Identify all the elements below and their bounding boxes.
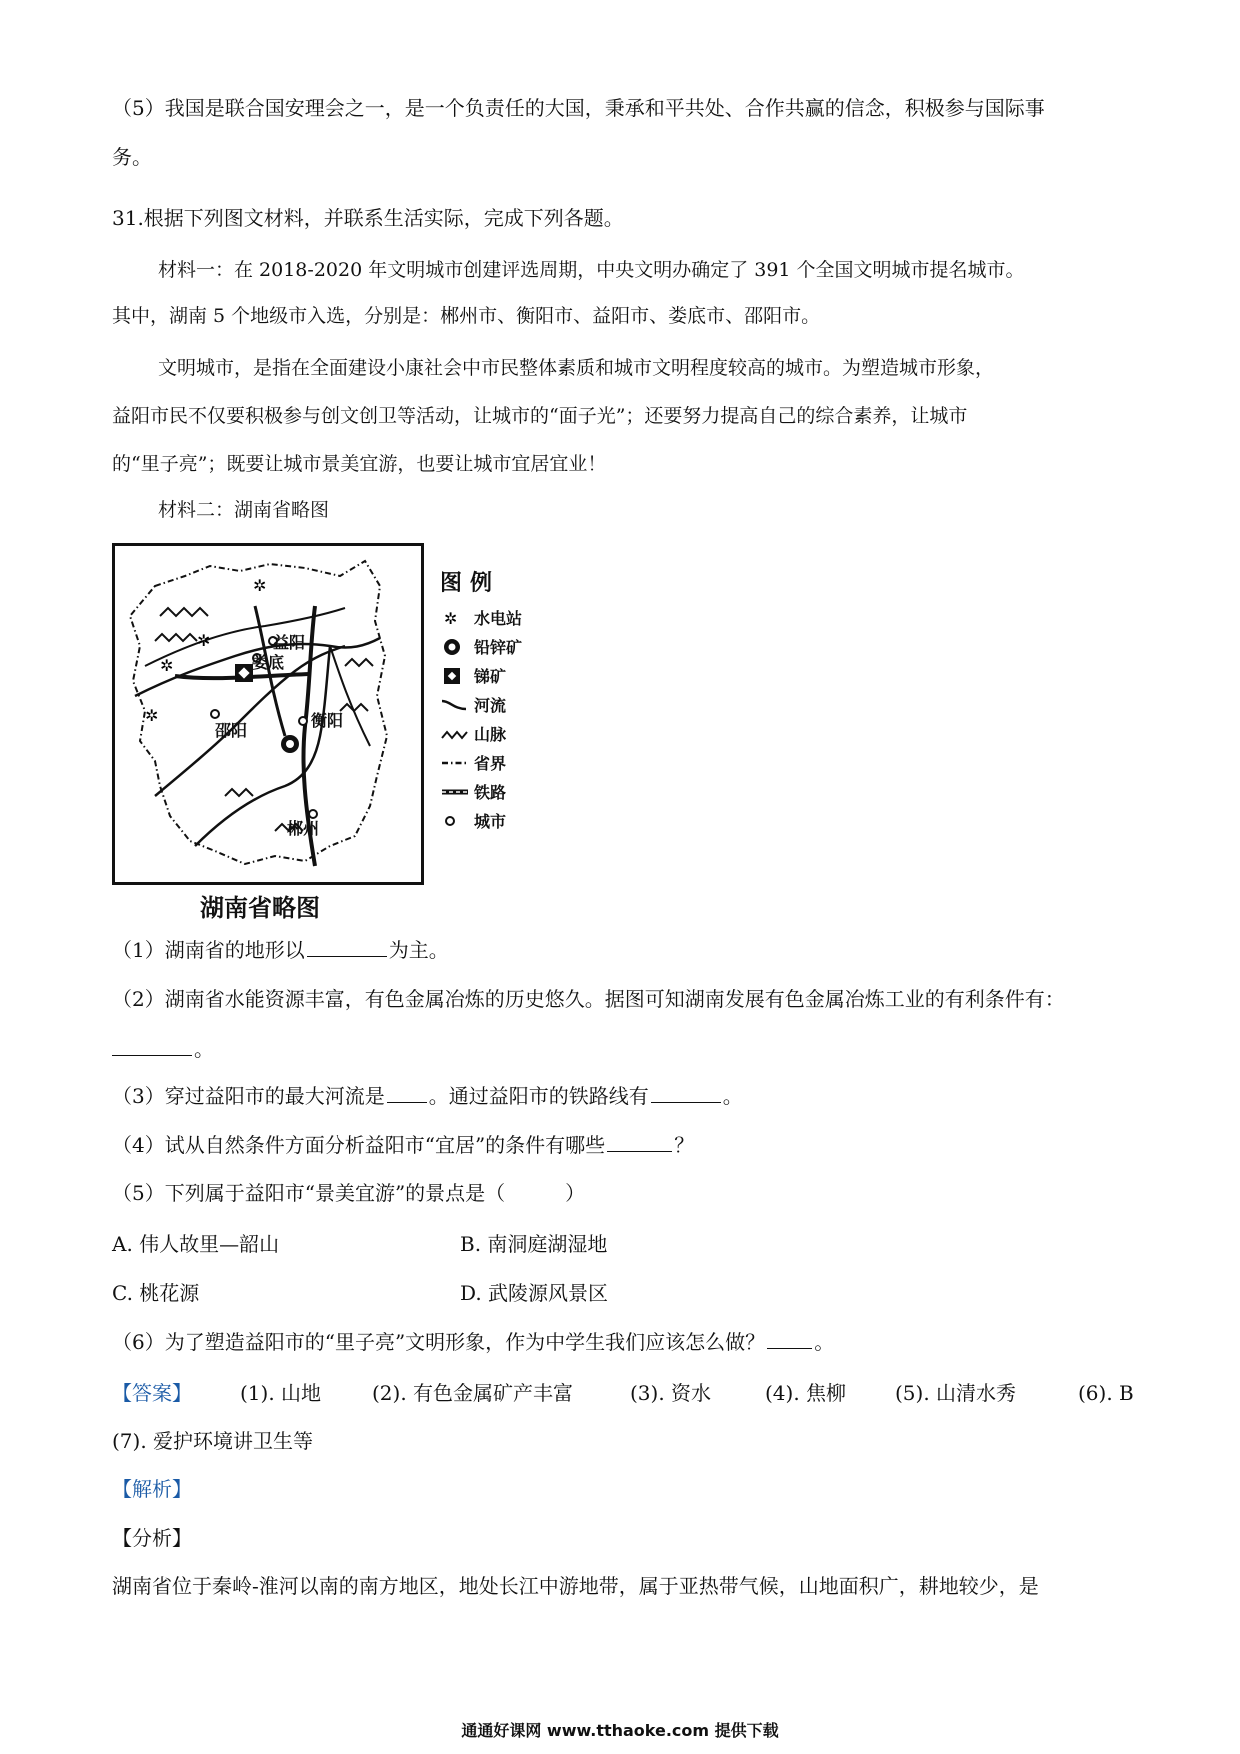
answer-tag: 【答案】 xyxy=(112,1381,192,1405)
text-line: （5）我国是联合国安理会之一，是一个负责任的大国，秉承和平共处、合作共赢的信念，积极参与国际事 xyxy=(112,96,1045,120)
analysis-subtag: 【分析】 xyxy=(112,1526,192,1550)
question-text: 。 xyxy=(194,1037,214,1061)
mountain xyxy=(160,608,208,616)
legend-item xyxy=(440,806,540,835)
hydro-station-icon: ✲ xyxy=(253,576,267,595)
analysis-tag: 【解析】 xyxy=(112,1477,192,1501)
hydro-station-icon: ✲ xyxy=(197,631,211,650)
question-text: （6）为了塑造益阳市的“里子亮”文明形象，作为中学生我们应该怎么做？ xyxy=(112,1330,766,1354)
city-label-yiyang: 益阳 xyxy=(273,633,306,652)
question-5: （5）下列属于益阳市“景美宜游”的景点是（ ） xyxy=(112,1181,586,1205)
option-c: C. 桃花源 xyxy=(112,1281,200,1305)
mountain xyxy=(340,704,368,711)
mountain-icon xyxy=(440,724,470,744)
analysis-text: 湖南省位于秦岭-淮河以南的南方地区，地处长江中游地带，属于亚热带气候，山地面积广，耕地较少，是 xyxy=(112,1574,1039,1598)
answer-2: (2). 有色金属矿产丰富 xyxy=(372,1381,574,1405)
legend-label: 水电站 xyxy=(474,609,523,628)
answer-3: (3). 资水 xyxy=(630,1381,712,1405)
legend-item xyxy=(440,632,540,661)
text-line: 务。 xyxy=(112,145,152,169)
answer-5: (5). 山清水秀 xyxy=(895,1381,1017,1405)
legend-label: 锑矿 xyxy=(474,667,507,686)
city-dot-shaoyang xyxy=(211,710,219,718)
mountain xyxy=(155,634,197,641)
province-border xyxy=(130,561,387,864)
paragraph-line: 益阳市民不仅要积极参与创文创卫等活动，让城市的“面子光”；还要努力提高自己的综合素养，让城市 xyxy=(112,405,968,427)
railway-icon xyxy=(440,782,470,802)
question-2-blank-line xyxy=(112,1035,214,1063)
material-1-line: 材料一：在 2018-2020 年文明城市创建评选周期，中央文明办确定了 391 个全国文明城市提名城市。 xyxy=(158,259,1025,281)
page-footer: 通通好课网 www.tthaoke.com 提供下载 xyxy=(461,1721,779,1740)
legend-title: 图例 xyxy=(440,571,501,596)
river-icon xyxy=(440,695,470,715)
city-label-chenzhou: 郴州 xyxy=(287,819,320,838)
city-label-hengyang: 衡阳 xyxy=(311,711,344,730)
answer-blank xyxy=(307,936,387,957)
question-2: （2）湖南省水能资源丰富，有色金属冶炼的历史悠久。据图可知湖南发展有色金属冶炼工业的有利条件有： xyxy=(112,987,1065,1011)
lead-zinc-mine-icon xyxy=(440,637,470,657)
answer-blank xyxy=(607,1131,672,1152)
question-text: （1）湖南省的地形以 xyxy=(112,938,305,962)
question-text: 。 xyxy=(722,1084,743,1108)
legend-item xyxy=(440,603,540,632)
question-6 xyxy=(112,1328,834,1356)
map-drawing xyxy=(115,546,421,882)
paragraph-line: 的“里子亮”；既要让城市景美宜游，也要让城市宜居宜业！ xyxy=(112,453,607,475)
question-1 xyxy=(112,936,449,964)
province-border-icon xyxy=(440,753,470,773)
question-text: （3）穿过益阳市的最大河流是 xyxy=(112,1084,385,1108)
hydro-station-icon: ✲ xyxy=(145,706,159,725)
answer-7: (7). 爱护环境讲卫生等 xyxy=(112,1429,314,1453)
answer-1: (1). 山地 xyxy=(240,1381,322,1405)
option-d: D. 武陵源风景区 xyxy=(460,1281,609,1305)
legend-label: 铁路 xyxy=(474,783,507,802)
hunan-map-figure xyxy=(112,543,430,922)
hydro-station-icon xyxy=(440,608,470,628)
map-legend xyxy=(440,566,540,835)
answer-blank xyxy=(112,1035,192,1056)
question-text: 为主。 xyxy=(388,938,449,962)
city-label-loudi: 娄底 xyxy=(252,653,285,672)
paragraph-line: 文明城市，是指在全面建设小康社会中市民整体素质和城市文明程度较高的城市。为塑造城市形象， xyxy=(158,357,995,379)
mountain xyxy=(345,659,373,666)
legend-item xyxy=(440,777,540,806)
city-dot-hengyang xyxy=(299,717,307,725)
question-text: ？ xyxy=(674,1133,695,1157)
legend-item xyxy=(440,719,540,748)
svg-text:✲: ✲ xyxy=(444,608,458,628)
answer-blank xyxy=(651,1082,721,1103)
answer-blank xyxy=(767,1328,812,1349)
legend-label: 河流 xyxy=(474,696,507,715)
mountain xyxy=(225,789,253,796)
question-text: 。 xyxy=(814,1330,835,1354)
legend-item xyxy=(440,690,540,719)
legend-label: 城市 xyxy=(474,812,507,831)
map-caption: 湖南省略图 xyxy=(200,894,320,922)
hydro-station-icon: ✲ xyxy=(160,656,174,675)
question-text: 。通过益阳市的铁路线有 xyxy=(428,1084,649,1108)
question-3 xyxy=(112,1082,743,1110)
option-a: A. 伟人故里—韶山 xyxy=(112,1232,280,1256)
material-2-title: 材料二：湖南省略图 xyxy=(158,499,330,521)
legend-label: 铅锌矿 xyxy=(474,638,523,657)
legend-label: 省界 xyxy=(474,754,507,773)
antimony-mine-icon xyxy=(440,666,470,686)
legend-item xyxy=(440,748,540,777)
city-icon xyxy=(440,811,470,831)
legend-label: 山脉 xyxy=(474,725,507,744)
question-4 xyxy=(112,1131,694,1159)
question-text: （4）试从自然条件方面分析益阳市“宜居”的条件有哪些 xyxy=(112,1133,606,1157)
material-1-line: 其中，湖南 5 个地级市入选，分别是：郴州市、衡阳市、益阳市、娄底市、邵阳市。 xyxy=(112,305,821,327)
map-frame xyxy=(112,543,424,885)
answer-blank xyxy=(387,1082,427,1103)
city-label-shaoyang: 邵阳 xyxy=(215,721,248,740)
answer-4: (4). 焦柳 xyxy=(765,1381,847,1405)
legend-item xyxy=(440,661,540,690)
option-b: B. 南洞庭湖湿地 xyxy=(460,1232,608,1256)
answer-6: (6). B xyxy=(1078,1381,1134,1405)
question-31-heading: 31.根据下列图文材料，并联系生活实际，完成下列各题。 xyxy=(112,206,624,230)
